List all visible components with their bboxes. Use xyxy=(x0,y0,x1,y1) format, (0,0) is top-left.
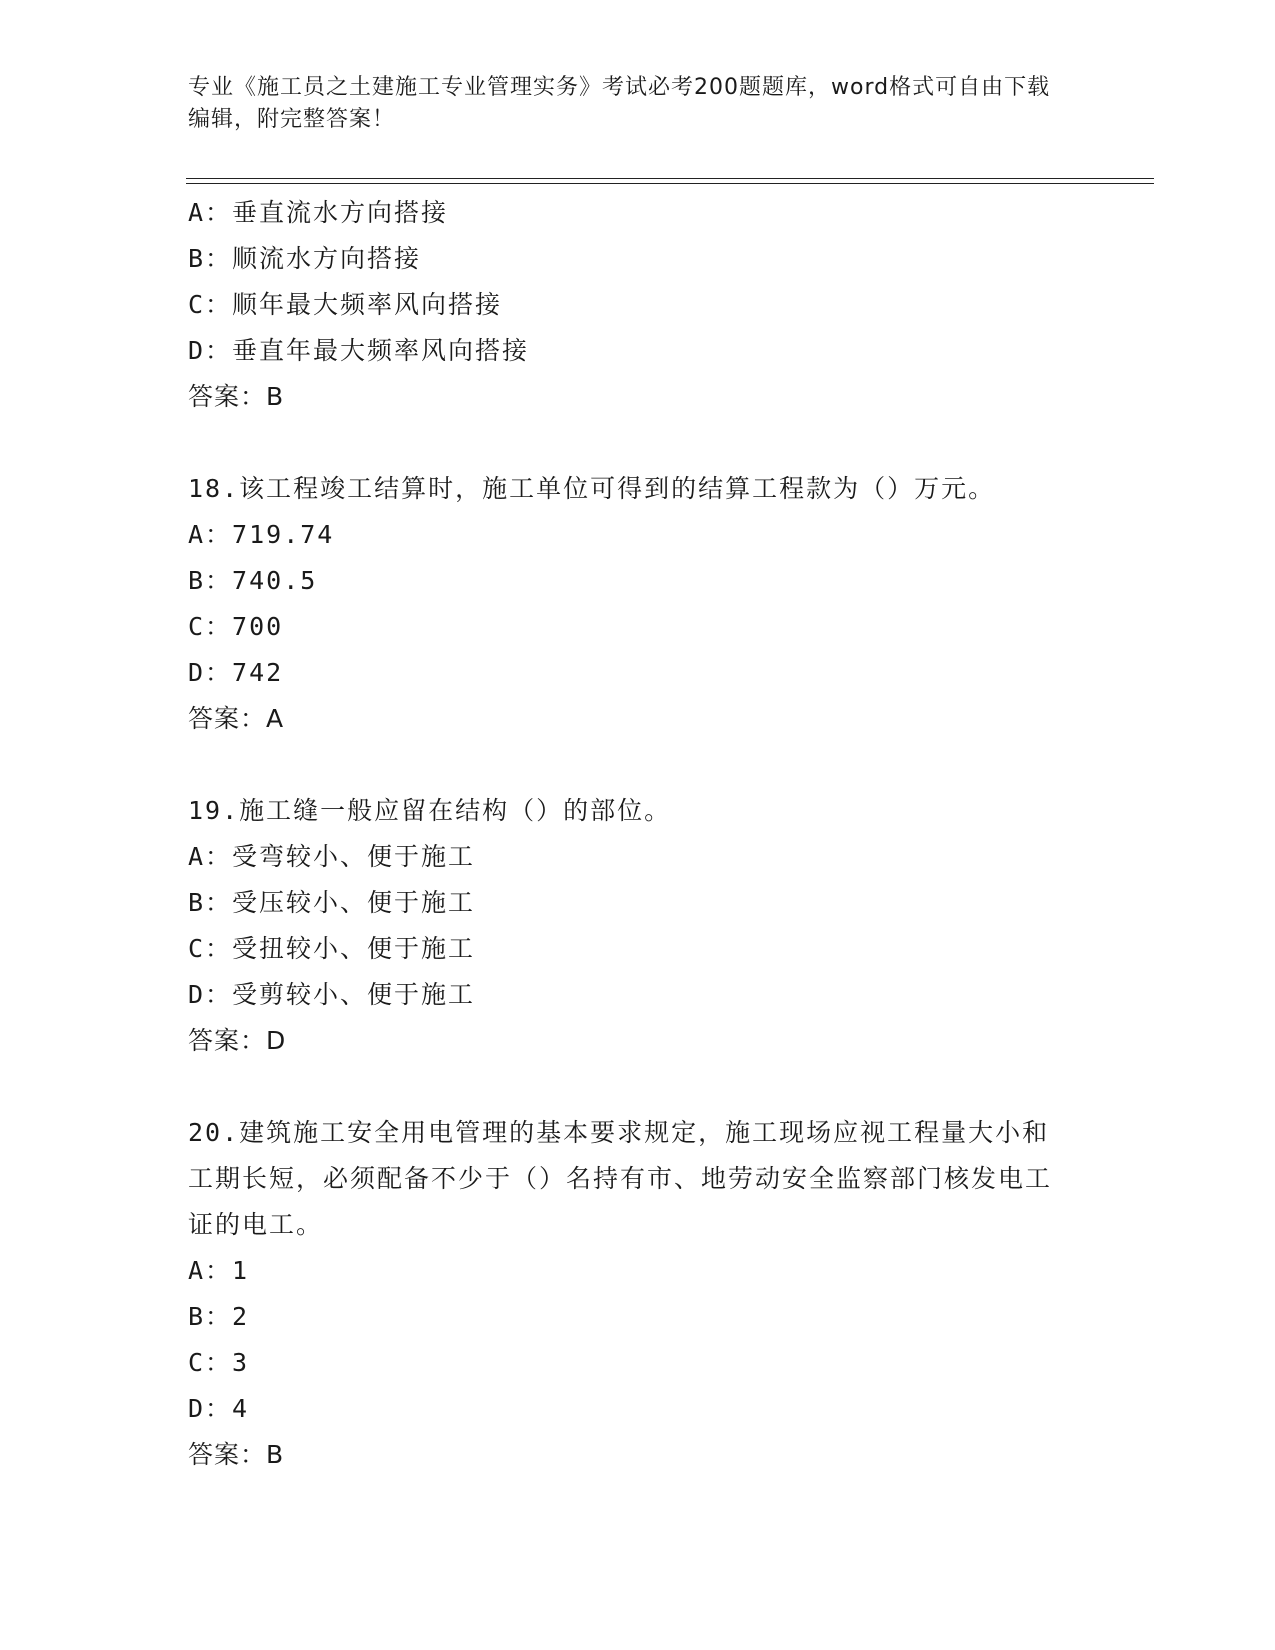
spacer xyxy=(188,420,1088,466)
question-list xyxy=(188,190,1088,1478)
document-header xyxy=(188,72,1068,136)
question-stem: 19.施工缝一般应留在结构（）的部位。 xyxy=(188,796,672,825)
option-c: C：3 xyxy=(188,1348,250,1377)
question-20 xyxy=(188,1110,1088,1478)
option-b: B：740.5 xyxy=(188,566,318,595)
answer: 答案：D xyxy=(188,1026,287,1055)
option-a: A：1 xyxy=(188,1256,250,1285)
answer: 答案：B xyxy=(188,382,285,411)
option-a: A：受弯较小、便于施工 xyxy=(188,842,476,871)
question-stem: 20.建筑施工安全用电管理的基本要求规定，施工现场应视工程量大小和工期长短，必须配备不少于（）名持有市、地劳动安全监察部门核发电工证的电工。 xyxy=(188,1118,1053,1239)
option-a: A：垂直流水方向搭接 xyxy=(188,198,449,227)
option-d: D：受剪较小、便于施工 xyxy=(188,980,476,1009)
option-c: C：顺年最大频率风向搭接 xyxy=(188,290,503,319)
option-d: D：垂直年最大频率风向搭接 xyxy=(188,336,530,365)
spacer xyxy=(188,742,1088,788)
question-19 xyxy=(188,788,1088,1064)
option-c: C：受扭较小、便于施工 xyxy=(188,934,476,963)
spacer xyxy=(188,1064,1088,1110)
header-divider-top xyxy=(186,178,1154,179)
question-18 xyxy=(188,466,1088,742)
option-b: B：受压较小、便于施工 xyxy=(188,888,476,917)
option-b: B：2 xyxy=(188,1302,250,1331)
option-c: C：700 xyxy=(188,612,284,641)
option-d: D：742 xyxy=(188,658,284,687)
header-divider-bottom xyxy=(186,183,1154,184)
question-stem: 18.该工程竣工结算时，施工单位可得到的结算工程款为（）万元。 xyxy=(188,474,996,503)
header-title: 专业《施工员之土建施工专业管理实务》考试必考200题题库，word格式可自由下载编辑，附完整答案！ xyxy=(188,75,1051,132)
answer: 答案：B xyxy=(188,1440,285,1469)
option-b: B：顺流水方向搭接 xyxy=(188,244,422,273)
option-a: A：719.74 xyxy=(188,520,335,549)
answer: 答案：A xyxy=(188,704,285,733)
question-17 xyxy=(188,190,1088,420)
option-d: D：4 xyxy=(188,1394,250,1423)
